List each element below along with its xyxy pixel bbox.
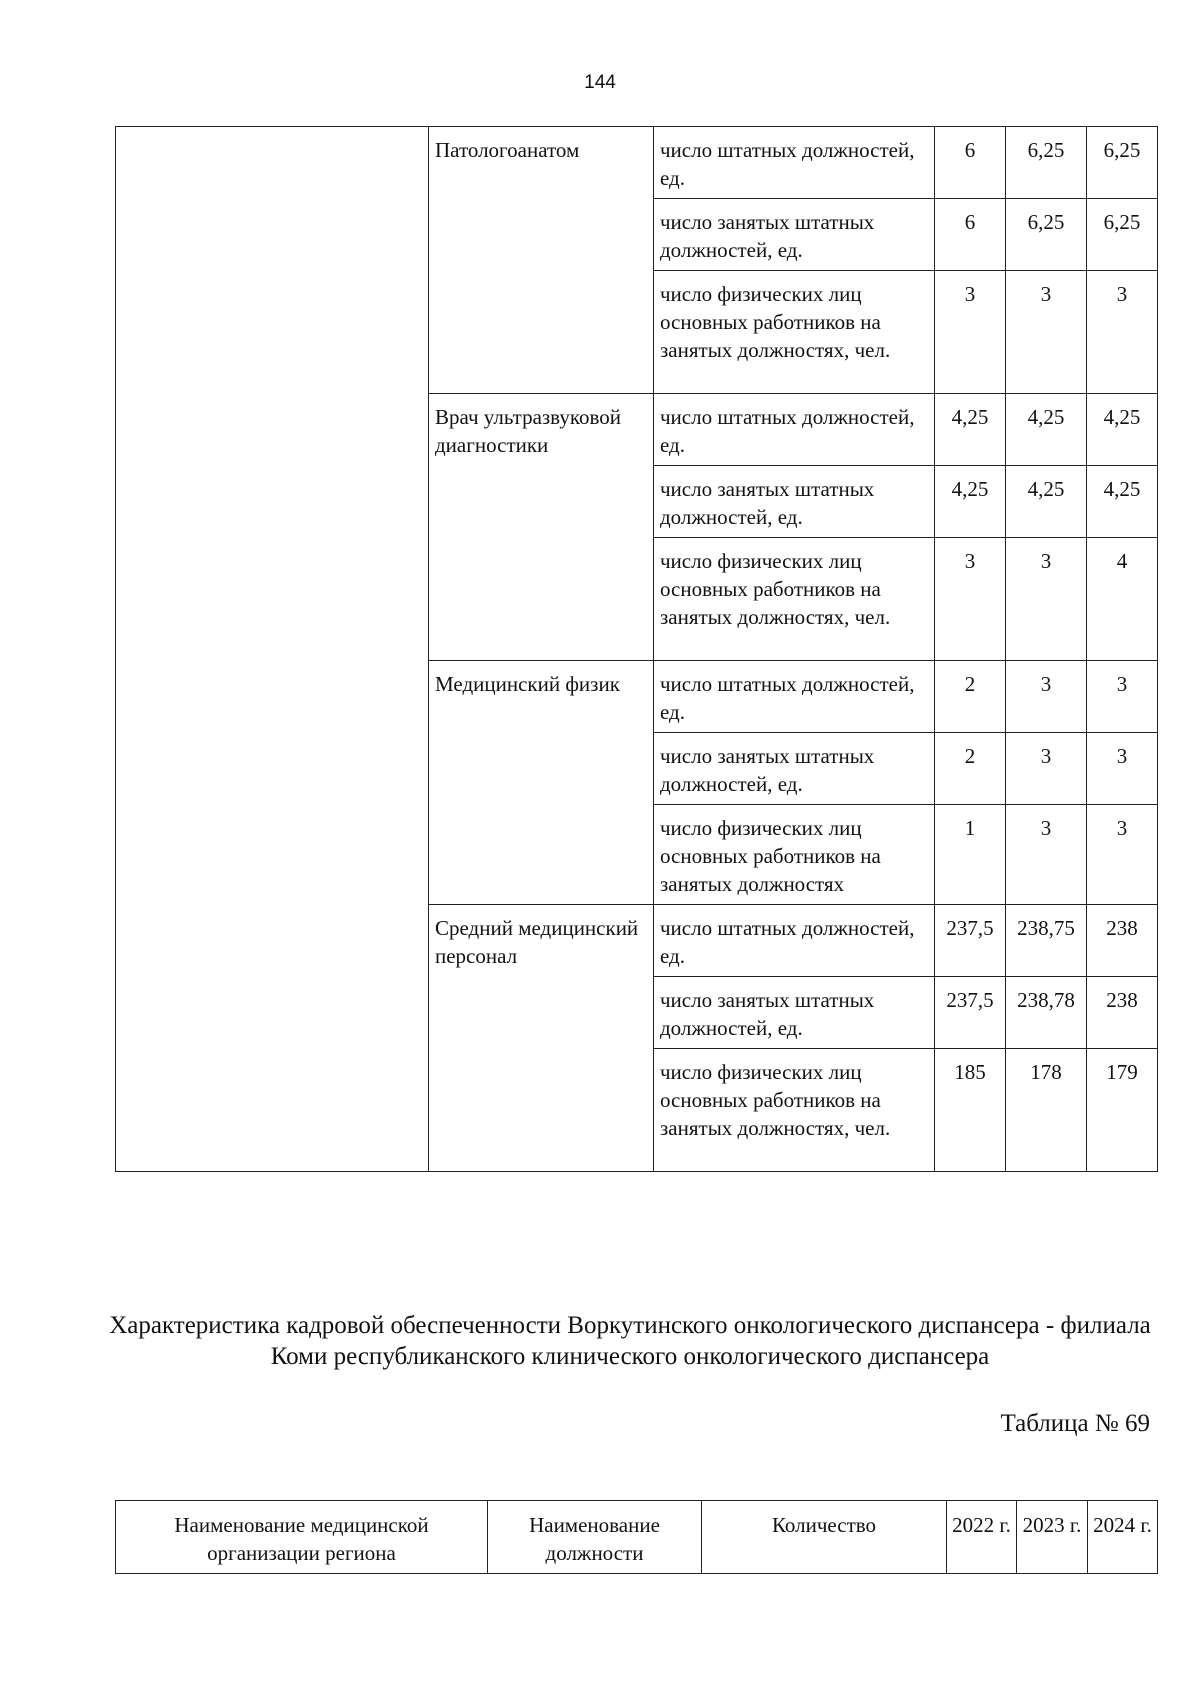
value-cell-2023: 3 xyxy=(1006,271,1087,394)
indicator-cell: число занятых штатных должностей, ед. xyxy=(654,199,935,271)
value-cell-2023: 178 xyxy=(1006,1049,1087,1172)
value-cell-2022: 2 xyxy=(935,661,1006,733)
value-cell-2024: 179 xyxy=(1087,1049,1158,1172)
value-cell-2022: 2 xyxy=(935,733,1006,805)
header-year-2023: 2023 г. xyxy=(1017,1501,1088,1574)
staffing-table-continuation xyxy=(115,126,1158,1172)
indicator-cell: число штатных должностей, ед. xyxy=(654,127,935,199)
value-cell-2022: 185 xyxy=(935,1049,1006,1172)
value-cell-2024: 238 xyxy=(1087,977,1158,1049)
value-cell-2022: 237,5 xyxy=(935,977,1006,1049)
value-cell-2022: 3 xyxy=(935,538,1006,661)
value-cell-2022: 6 xyxy=(935,199,1006,271)
table-row xyxy=(116,127,1158,199)
table-caption: Характеристика кадровой обеспеченности Воркутинского онкологического диспансера - филиала Коми республиканского клинического онкологического диспансера xyxy=(109,1312,1151,1370)
value-cell-2023: 238,75 xyxy=(1006,905,1087,977)
header-row xyxy=(116,1501,1158,1574)
value-cell-2024: 6,25 xyxy=(1087,199,1158,271)
staffing-table-69-header xyxy=(115,1500,1158,1574)
header-organization: Наименование медицинской организации региона xyxy=(116,1501,488,1574)
value-cell-2022: 1 xyxy=(935,805,1006,905)
value-cell-2023: 238,78 xyxy=(1006,977,1087,1049)
table-number-label: Таблица № 69 xyxy=(1000,1410,1150,1437)
header-year-2022: 2022 г. xyxy=(947,1501,1017,1574)
indicator-cell: число занятых штатных должностей, ед. xyxy=(654,977,935,1049)
value-cell-2022: 4,25 xyxy=(935,466,1006,538)
indicator-cell: число физических лиц основных работников на занятых должностях, чел. xyxy=(654,271,935,394)
value-cell-2023: 3 xyxy=(1006,805,1087,905)
indicator-cell: число штатных должностей, ед. xyxy=(654,661,935,733)
value-cell-2023: 3 xyxy=(1006,661,1087,733)
position-name-cell: Медицинский физик xyxy=(429,661,654,905)
value-cell-2024: 3 xyxy=(1087,733,1158,805)
indicator-cell: число штатных должностей, ед. xyxy=(654,394,935,466)
position-name-cell: Врач ультразвуковой диагностики xyxy=(429,394,654,661)
page-number: 144 xyxy=(584,72,616,93)
indicator-cell: число физических лиц основных работников на занятых должностях, чел. xyxy=(654,1049,935,1172)
value-cell-2024: 4,25 xyxy=(1087,394,1158,466)
value-cell-2024: 6,25 xyxy=(1087,127,1158,199)
value-cell-2022: 237,5 xyxy=(935,905,1006,977)
value-cell-2024: 3 xyxy=(1087,661,1158,733)
value-cell-2023: 3 xyxy=(1006,733,1087,805)
value-cell-2023: 4,25 xyxy=(1006,394,1087,466)
value-cell-2023: 3 xyxy=(1006,538,1087,661)
value-cell-2024: 3 xyxy=(1087,805,1158,905)
indicator-cell: число занятых штатных должностей, ед. xyxy=(654,466,935,538)
value-cell-2024: 3 xyxy=(1087,271,1158,394)
value-cell-2023: 6,25 xyxy=(1006,199,1087,271)
indicator-cell: число штатных должностей, ед. xyxy=(654,905,935,977)
indicator-cell: число занятых штатных должностей, ед. xyxy=(654,733,935,805)
value-cell-2023: 4,25 xyxy=(1006,466,1087,538)
value-cell-2022: 6 xyxy=(935,127,1006,199)
header-quantity: Количество xyxy=(702,1501,947,1574)
organization-cell xyxy=(116,127,429,1172)
value-cell-2023: 6,25 xyxy=(1006,127,1087,199)
header-position: Наименование должности xyxy=(488,1501,702,1574)
indicator-cell: число физических лиц основных работников на занятых должностях, чел. xyxy=(654,538,935,661)
position-name-cell: Средний медицинский персонал xyxy=(429,905,654,1172)
value-cell-2022: 4,25 xyxy=(935,394,1006,466)
indicator-cell: число физических лиц основных работников на занятых должностях xyxy=(654,805,935,905)
value-cell-2024: 4,25 xyxy=(1087,466,1158,538)
value-cell-2022: 3 xyxy=(935,271,1006,394)
value-cell-2024: 238 xyxy=(1087,905,1158,977)
value-cell-2024: 4 xyxy=(1087,538,1158,661)
header-year-2024: 2024 г. xyxy=(1088,1501,1158,1574)
position-name-cell: Патологоанатом xyxy=(429,127,654,394)
